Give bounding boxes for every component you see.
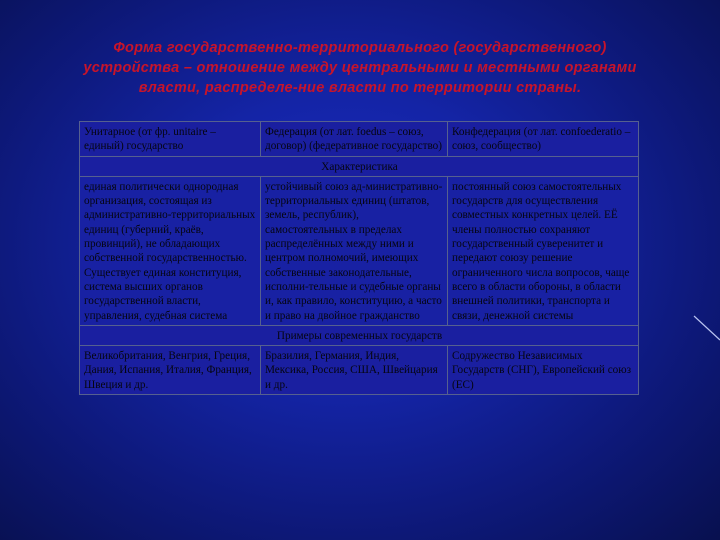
characteristics-confederation: постоянный союз самостоятельных государств для осуществления совместных конкретных целей. ЕЁ члены полностью сохраняют государственный суверенитет и передают союзу решение ограниченного числа вопросов, чаще всего в области обороны, в области внешней политики, транспорта и связи, денежной системы — [448, 176, 639, 325]
header-confederation: Конфедерация (от лат. confoederatio – союз, сообщество) — [448, 122, 639, 157]
examples-row — [80, 346, 639, 395]
section-characteristics-label: Характеристика — [80, 156, 639, 176]
section-row-examples — [80, 325, 639, 345]
characteristics-unitary: единая политически однородная организация, состоящая из административно-территориальных единиц (губерний, краёв, провинций), не обладающих собственной государственностью. Существует единая конституция, система высших органов государственной власти, управления, судебная система — [80, 176, 261, 325]
examples-confederation: Содружество Независимых Государств (СНГ), Европейский союз (ЕС) — [448, 346, 639, 395]
table-header-row — [80, 122, 639, 157]
header-federation: Федерация (от лат. foedus – союз, договор) (федеративное государство) — [261, 122, 448, 157]
decorative-slash-line — [690, 312, 720, 342]
title-line-3: власти, распределе-ние власти по территории страны. — [138, 80, 582, 96]
header-unitary: Унитарное (от фр. unitaire – единый) государство — [80, 122, 261, 157]
section-examples-label: Примеры современных государств — [80, 325, 639, 345]
slide-title — [48, 38, 672, 98]
examples-unitary: Великобритания, Венгрия, Греция, Дания, Испания, Италия, Франция, Швеция и др. — [80, 346, 261, 395]
examples-federation: Бразилия, Германия, Индия, Мексика, Россия, США, Швейцария и др. — [261, 346, 448, 395]
title-line-1: Форма государственно-территориального (государственного) — [113, 40, 607, 56]
characteristics-row — [80, 176, 639, 325]
state-forms-table — [79, 121, 639, 395]
title-line-2: устройства – отношение между центральными и местными органами — [83, 60, 637, 76]
characteristics-federation: устойчивый союз ад-министративно-территориальных единиц (штатов, земель, республик), самостоятельных в пределах распределённых между ними и центром полномочий, имеющих собственные законодательные, исполни-тельные и судебные органы и, как правило, конституцию, а часто и право на двойное гражданство — [261, 176, 448, 325]
section-row-characteristics — [80, 156, 639, 176]
